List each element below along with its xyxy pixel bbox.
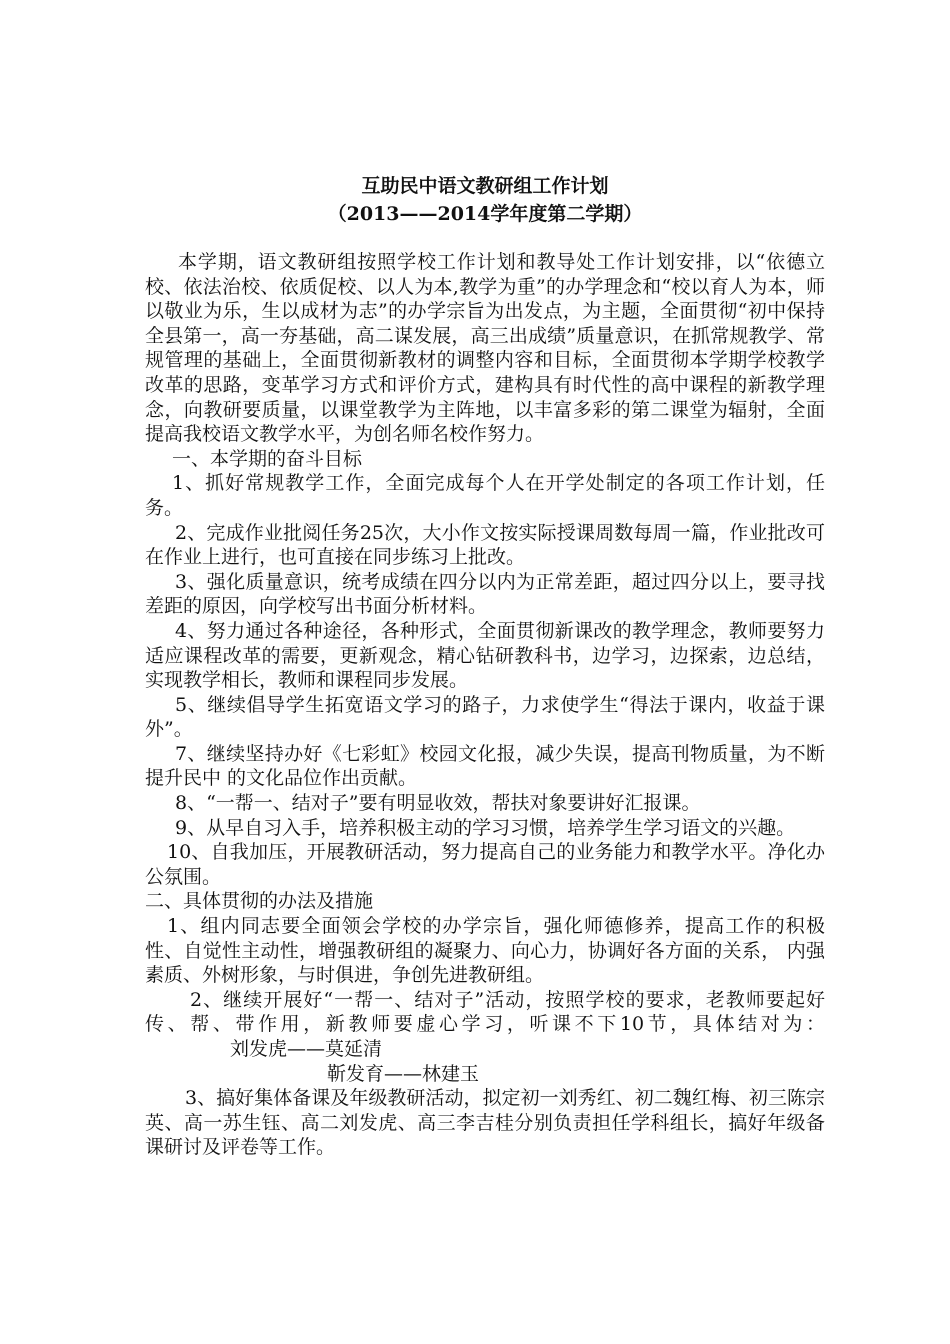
- goal-item: 5、继续倡导学生拓宽语文学习的路子，力求使学生“得法于课内，收益于课外”。: [145, 693, 825, 741]
- document-body: [145, 250, 825, 1160]
- document-title: 互助民中语文教研组工作计划: [361, 175, 609, 197]
- measure-text: 2、继续开展好“一帮一、结对子”活动，按照学校的要求，老教师要起好传、帮、带作用，新教师要虚心学习，听课不下10节，具体结对为：: [145, 988, 825, 1036]
- pair-first: 刘发虎——莫延清: [230, 1038, 383, 1060]
- document-subtitle: （2013——2014学年度第二学期）: [327, 203, 643, 225]
- goal-item: 7、继续坚持办好《七彩虹》校园文化报，减少失误，提高刊物质量，为不断提升民中 的文化品位作出贡献。: [145, 742, 825, 790]
- measure-item: [145, 988, 825, 1062]
- section-heading-measures: 二、具体贯彻的办法及措施: [145, 890, 374, 913]
- goal-item: 10、自我加压，开展教研活动，努力提高自己的业务能力和教学水平。净化办公氛围。: [145, 841, 825, 888]
- goal-item: 9、从早自习入手，培养积极主动的学习习惯，培养学生学习语文的兴趣。: [175, 816, 796, 839]
- goal-item: 2、完成作业批阅任务25次，大小作文按实际授课周数每周一篇，作业批改可在作业上进行，也可直接在同步练习上批改。: [145, 521, 825, 569]
- intro-paragraph: 本学期，语文教研组按照学校工作计划和教导处工作计划安排，以“依德立校、依法治校、依质促校、以人为本,教学为重”的办学理念和“校以育人为本，师以敬业为乐，生以成材为志”的办学宗旨为出发点，为主题，全面贯彻“初中保持全县第一，高一夯基础，高二谋发展，高三出成绩”质量意识，在抓常规教学、常规管理的基础上，全面贯彻新教材的调整内容和目标，全面贯彻本学期学校教学改革的思路，变革学习方式和评价方式，建构具有时代性的高中课程的新教学理念，向教研要质量，以课堂教学为主阵地，以丰富多彩的第二课堂为辐射，全面提高我校语文教学水平，为创名师名校作努力。: [145, 251, 825, 446]
- pair-second: 靳发育——林建玉: [327, 1062, 480, 1085]
- goal-item: 4、努力通过各种途径，各种形式，全面贯彻新课改的教学理念，教师要努力适应课程改革的需要，更新观念，精心钻研教科书，边学习，边探索，边总结，实现教学相长，教师和课程同步发展。: [145, 619, 825, 692]
- measure-item: 1、组内同志要全面领会学校的办学宗旨，强化师德修养，提高工作的积极性、自觉性主动性，增强教研组的凝聚力、向心力，协调好各方面的关系， 内强素质、外树形象，与时俱进，争创先进教研组。: [145, 915, 825, 987]
- goal-item: 8、“一帮一、结对子”要有明显收效，帮扶对象要讲好汇报课。: [175, 792, 701, 815]
- measure-item: 3、搞好集体备课及年级教研活动，拟定初一刘秀红、初二魏红梅、初三陈宗英、高一苏生钰、高二刘发虎、高三李吉桂分别负责担任学科组长，搞好年级备课研讨及评卷等工作。: [145, 1087, 825, 1159]
- document-page: [145, 172, 825, 1160]
- goal-item: 1、抓好常规教学工作，全面完成每个人在开学处制定的各项工作计划，任务。: [145, 472, 825, 519]
- section-heading-goals: 一、本学期的奋斗目标: [172, 447, 363, 470]
- goal-item: 3、强化质量意识，统考成绩在四分以内为正常差距，超过四分以上，要寻找差距的原因，向学校写出书面分析材料。: [145, 570, 825, 618]
